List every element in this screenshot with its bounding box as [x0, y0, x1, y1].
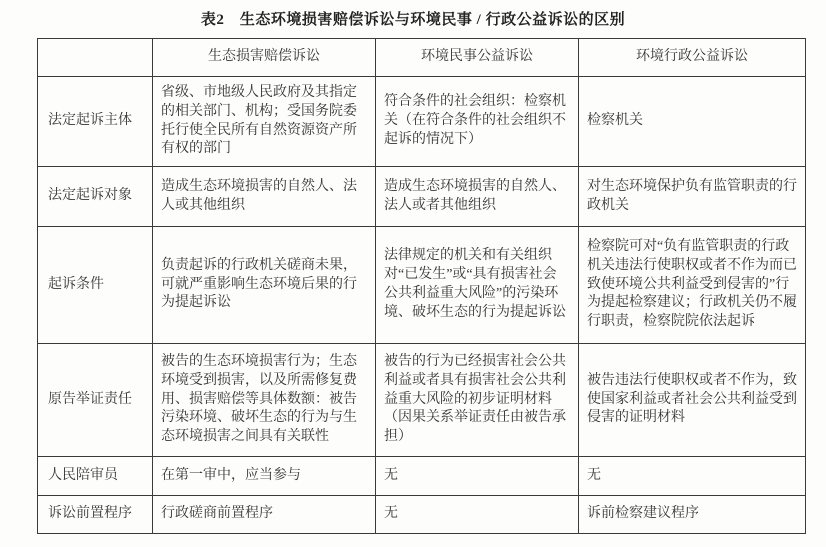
- table-row-pre-litigation-procedure: [38, 496, 806, 534]
- table-caption: 表2 生态环境损害赔偿诉讼与环境民事 / 行政公益诉讼的区别: [200, 12, 626, 28]
- table-row-legal-defendant: [38, 167, 806, 227]
- table-cell: 被告的行为已经损害社会公共利益或者具有损害社会公共利益重大风险的初步证明材料（因果关系举证责任由被告承担）: [376, 344, 579, 457]
- table-cell: 造成生态环境损害的自然人、法人或者其他组织: [376, 167, 579, 227]
- table-cell: 被告的生态环境损害行为；生态环境受到损害，以及所需修复费用、损害赔偿等具体数额：被告污染环境、破坏生态的行为与生态环境损害之间具有关联性: [153, 344, 376, 457]
- table-cell: 对生态环境保护负有监管职责的行政机关: [579, 167, 806, 227]
- row-header: 法定起诉主体: [38, 77, 153, 167]
- header-row: [38, 39, 806, 77]
- row-header: 起诉条件: [38, 227, 153, 344]
- comparison-table: [37, 38, 806, 534]
- table-cell: 负责起诉的行政机关磋商未果，可就严重影响生态环境后果的行为提起诉讼: [153, 227, 376, 344]
- table-cell: 省级、市地级人民政府及其指定的相关部门、机构；受国务院委托行使全民所有自然资源资产所有权的部门: [153, 77, 376, 167]
- table-row-peoples-jurors: [38, 457, 806, 496]
- row-header: 法定起诉对象: [38, 167, 153, 227]
- column-header-eco-damage-compensation: 生态损害赔偿诉讼: [153, 39, 376, 77]
- table-cell: 无: [376, 457, 579, 496]
- table-cell: 无: [579, 457, 806, 496]
- table-cell: 符合条件的社会组织：检察机关（在符合条件的社会组织不起诉的情况下）: [376, 77, 579, 167]
- table-row-burden-of-proof: [38, 344, 806, 457]
- row-header: 诉讼前置程序: [38, 496, 153, 534]
- table-cell: 在第一审中，应当参与: [153, 457, 376, 496]
- table-row-filing-conditions: [38, 227, 806, 344]
- row-header: 原告举证责任: [38, 344, 153, 457]
- table-cell: 检察院可对“负有监管职责的行政机关违法行使职权或者不作为而已致使环境公共利益受到侵害的”行为提起检察建议；行政机关仍不履行职责，检察院院依法起诉: [579, 227, 806, 344]
- column-header-env-admin-public-interest: 环境行政公益诉讼: [579, 39, 806, 77]
- table-cell: 造成生态环境损害的自然人、法人或其他组织: [153, 167, 376, 227]
- table-cell: 诉前检察建议程序: [579, 496, 806, 534]
- table-cell: 检察机关: [579, 77, 806, 167]
- table-row-legal-plaintiff: [38, 77, 806, 167]
- table-cell: 行政磋商前置程序: [153, 496, 376, 534]
- table-cell: 法律规定的机关和有关组织对“已发生”或“具有损害社会公共利益重大风险”的污染环境、破坏生态的行为提起诉讼: [376, 227, 579, 344]
- row-header: 人民陪审员: [38, 457, 153, 496]
- column-header-blank: [38, 39, 153, 77]
- table-cell: 被告违法行使职权或者不作为，致使国家利益或者社会公共利益受到侵害的证明材料: [579, 344, 806, 457]
- table-cell: 无: [376, 496, 579, 534]
- column-header-env-civil-public-interest: 环境民事公益诉讼: [376, 39, 579, 77]
